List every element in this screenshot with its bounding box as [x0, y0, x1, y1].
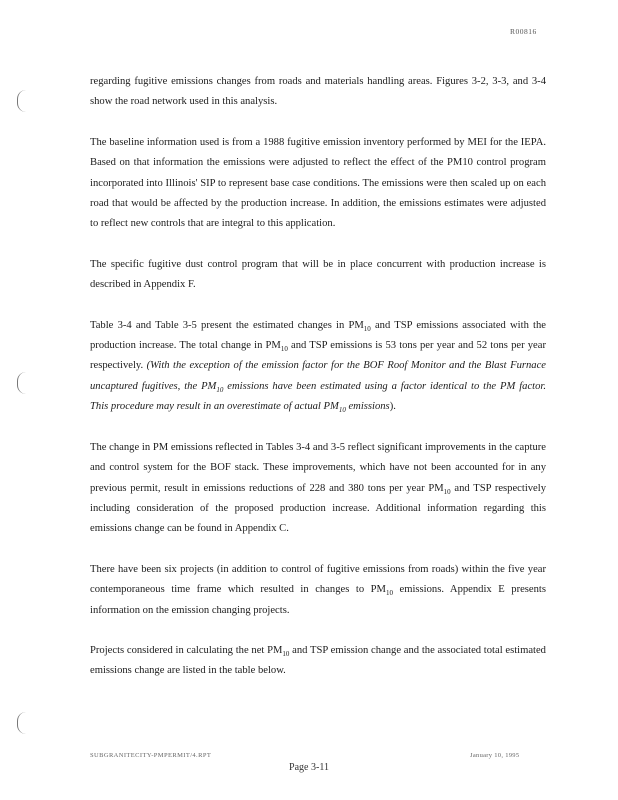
text-run: Table 3-4 and Table 3-5 present the estimated changes in PM: [90, 319, 364, 331]
punch-hole-mark: [17, 712, 30, 734]
punch-hole-mark: [17, 372, 30, 394]
text-run: emissions: [345, 401, 390, 413]
text-run: The specific fugitive dust control program that will be in place concurrent with production increase is described in Appendix F.: [90, 258, 546, 291]
paragraph: [90, 641, 546, 682]
subscript-text: 10: [280, 345, 288, 354]
subscript-text: 10: [385, 589, 393, 598]
paragraph: [90, 255, 546, 296]
body-text: [90, 72, 546, 702]
text-run: (With the exception of the emission factor for the BOF Roof Monitor and the Blast Furnace uncaptured fugitives, the PM: [90, 360, 546, 392]
subscript-text: 10: [282, 650, 290, 659]
text-run: and TSP respectively including consideration of the proposed production increase. Additional information regarding this emissions change can be found in Appendix C.: [90, 482, 547, 535]
text-run: and TSP emission change and the associated total estimated emissions change are listed in the table below.: [90, 644, 546, 677]
text-run: and TSP emissions is 53 tons per year and 52 tons per year respectively.: [90, 340, 546, 372]
document-id: R00816: [510, 27, 537, 36]
subscript-text: 10: [443, 487, 451, 496]
paragraph: [90, 438, 546, 540]
footer-date: January 10, 1995: [470, 752, 520, 759]
paragraph: [90, 316, 546, 418]
text-run: There have been six projects (in addition to control of fugitive emissions from roads) within the five year contemporaneous time frame which resulted in changes to PM: [90, 563, 546, 596]
text-run: The change in PM emissions reflected in Tables 3-4 and 3-5 reflect significant improvements in the capture and control system for the BOF stack. These improvements, which have not been accounted for in any previous permit, result in emissions reductions of 228 and 380 tons per year PM: [90, 441, 546, 494]
page-number: Page 3-11: [289, 762, 329, 773]
text-run: emissions. Appendix E presents information on the emission changing projects.: [90, 584, 546, 616]
text-run: Projects considered in calculating the net PM: [90, 644, 283, 656]
paragraph: [90, 560, 546, 621]
text-run: emissions have been estimated using a factor identical to the PM factor. This procedure may result in an overestimate of actual PM: [90, 380, 546, 413]
paragraph: [90, 133, 546, 235]
subscript-text: 10: [216, 385, 224, 394]
punch-hole-mark: [17, 90, 30, 112]
footer-file-path: SUBGRANITECITY-PMPERMIT/4.RPT: [90, 752, 212, 759]
text-run: The baseline information used is from a 1988 fugitive emission inventory performed by MEI for the IEPA. Based on that information the emissions were adjusted to reflect the effect of the PM10 control program incorporated into Illinois' SIP to represent base case conditions. The emissions were then scaled up on each road that would be affected by the production increase. In addition, the emissions estimates were adjusted to reflect new controls that are integral to this application.: [90, 136, 546, 230]
text-run: and TSP emissions associated with the production increase. The total change in PM: [90, 319, 546, 352]
subscript-text: 10: [363, 324, 371, 333]
text-run: ).: [389, 401, 396, 413]
text-run: regarding fugitive emissions changes from roads and materials handling areas. Figures 3-2, 3-3, and 3-4 show the road network used in this analysis.: [90, 76, 546, 108]
subscript-text: 10: [338, 406, 346, 415]
paragraph: [90, 72, 546, 113]
